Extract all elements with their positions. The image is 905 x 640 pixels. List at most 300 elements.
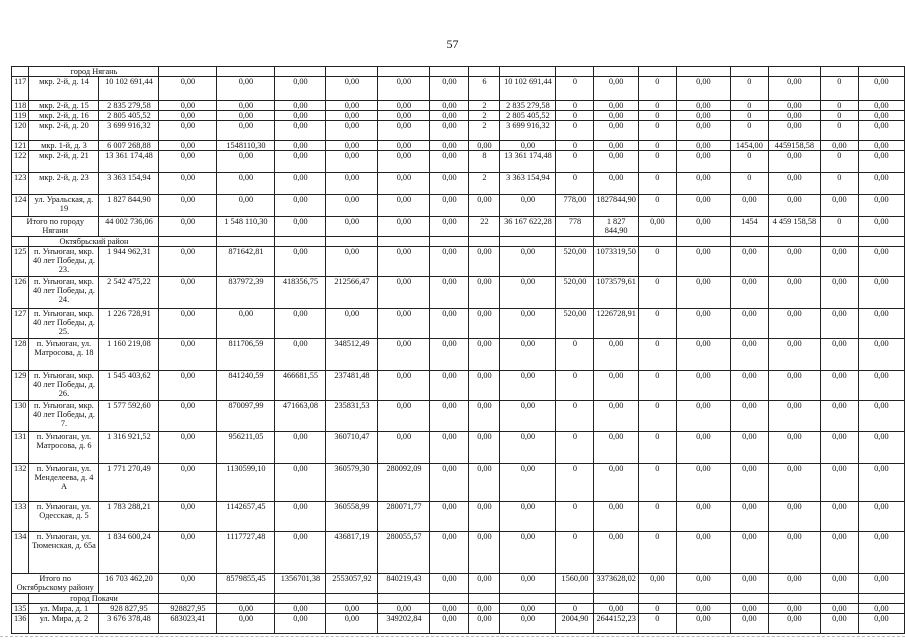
address-cell: п. Унъюган, мкр. 40 лет Победы, д. 23. — [29, 247, 99, 277]
table-cell: 0,00 — [275, 604, 326, 614]
table-cell: 0,00 — [430, 121, 469, 141]
table-cell: 0,00 — [768, 173, 820, 195]
table-cell: 44 002 736,06 — [99, 217, 159, 237]
table-cell: 0,00 — [768, 309, 820, 339]
table-cell: 0,00 — [378, 604, 430, 614]
section-empty-cell — [469, 237, 500, 247]
table-cell: 0,00 — [500, 309, 556, 339]
table-row — [12, 432, 905, 464]
section-header-row — [12, 237, 905, 247]
table-cell: 1130599,10 — [217, 464, 275, 502]
table-cell: 3 699 916,32 — [99, 121, 159, 141]
table-cell: 0,00 — [430, 502, 469, 532]
table-cell: 2 835 279,58 — [99, 101, 159, 111]
row-number: 136 — [12, 614, 29, 634]
table-cell: 0,00 — [858, 195, 904, 217]
section-empty-cell — [217, 237, 275, 247]
table-cell: 0 — [820, 151, 858, 173]
table-cell: 0,00 — [217, 101, 275, 111]
table-cell: 10 102 691,44 — [99, 77, 159, 101]
table-cell: 0 — [820, 111, 858, 121]
section-title: город Покачи — [29, 594, 159, 604]
table-cell: 0,00 — [676, 502, 730, 532]
table-cell: 280071,77 — [378, 502, 430, 532]
table-cell: 2 805 405,52 — [500, 111, 556, 121]
table-row — [12, 371, 905, 401]
address-cell: мкр. 2-й, д. 15 — [29, 101, 99, 111]
table-row — [12, 247, 905, 277]
table-cell: 2 835 279,58 — [500, 101, 556, 111]
table-cell: 0,00 — [730, 432, 768, 464]
table-cell: 0,00 — [326, 195, 378, 217]
table-cell: 0,00 — [820, 339, 858, 371]
table-cell: 0,00 — [326, 151, 378, 173]
table-cell: 280092,09 — [378, 464, 430, 502]
table-cell: 0,00 — [378, 141, 430, 151]
table-cell: 840219,43 — [378, 574, 430, 594]
address-cell: п. Унъюган, ул. Матросова, д. 6 — [29, 432, 99, 464]
table-cell: 0,00 — [378, 111, 430, 121]
section-empty-cell — [12, 594, 29, 604]
table-cell: 0,00 — [326, 604, 378, 614]
table-cell: 1 548 110,30 — [217, 217, 275, 237]
table-cell: 0,00 — [676, 101, 730, 111]
table-cell: 0 — [638, 101, 676, 111]
table-cell: 3 699 916,32 — [500, 121, 556, 141]
table-cell: 0,00 — [275, 247, 326, 277]
row-number: 124 — [12, 195, 29, 217]
table-cell: 0,00 — [676, 309, 730, 339]
table-cell: 0,00 — [500, 195, 556, 217]
table-cell: 0,00 — [768, 532, 820, 574]
address-cell: п. Унъюган, мкр. 40 лет Победы, д. 26. — [29, 371, 99, 401]
address-cell: п. Унъюган, мкр. 40 лет Победы, д. 7. — [29, 401, 99, 432]
table-cell: 466681,55 — [275, 371, 326, 401]
section-empty-cell — [594, 67, 638, 77]
table-cell: 778,00 — [556, 195, 594, 217]
table-cell: 0,00 — [275, 614, 326, 634]
section-empty-cell — [12, 237, 29, 247]
page-bottom-edge — [0, 636, 905, 637]
table-row — [12, 614, 905, 634]
section-empty-cell — [159, 237, 217, 247]
address-cell: п. Унъюган, ул. Менделеева, д. 4 А — [29, 464, 99, 502]
table-cell: 0,00 — [430, 339, 469, 371]
table-cell: 0,00 — [430, 173, 469, 195]
table-cell: 0,00 — [159, 195, 217, 217]
table-cell: 0,00 — [768, 121, 820, 141]
section-empty-cell — [768, 594, 820, 604]
table-cell: 0,00 — [820, 532, 858, 574]
table-cell: 0,00 — [768, 111, 820, 121]
row-number: 135 — [12, 604, 29, 614]
table-cell: 280055,57 — [378, 532, 430, 574]
table-cell: 2 805 405,52 — [99, 111, 159, 121]
table-cell: 0,00 — [768, 502, 820, 532]
table-cell: 1 827 844,90 — [594, 217, 638, 237]
table-cell: 0,00 — [768, 195, 820, 217]
table-cell: 0,00 — [594, 464, 638, 502]
table-row — [12, 401, 905, 432]
table-cell: 0,00 — [430, 151, 469, 173]
table-cell: 0,00 — [159, 371, 217, 401]
section-empty-cell — [217, 67, 275, 77]
table-cell: 0,00 — [217, 614, 275, 634]
table-cell: 0,00 — [676, 247, 730, 277]
table-cell: 2 542 475,22 — [99, 277, 159, 309]
total-row — [12, 574, 905, 594]
table-cell: 0,00 — [500, 401, 556, 432]
table-cell: 0,00 — [594, 121, 638, 141]
table-cell: 0,00 — [430, 77, 469, 101]
table-cell: 1 160 219,08 — [99, 339, 159, 371]
section-empty-cell — [430, 67, 469, 77]
section-empty-cell — [275, 67, 326, 77]
address-cell: мкр. 2-й, д. 21 — [29, 151, 99, 173]
section-empty-cell — [730, 594, 768, 604]
table-cell: 0 — [556, 371, 594, 401]
table-cell: 0,00 — [594, 604, 638, 614]
section-empty-cell — [159, 67, 217, 77]
table-cell: 0 — [556, 604, 594, 614]
table-cell: 0 — [820, 217, 858, 237]
table-cell: 837972,39 — [217, 277, 275, 309]
table-cell: 0,00 — [730, 339, 768, 371]
table-cell: 0,00 — [500, 277, 556, 309]
section-empty-cell — [638, 237, 676, 247]
table-cell: 1 827 844,90 — [99, 195, 159, 217]
table-cell: 0,00 — [858, 604, 904, 614]
table-cell: 0,00 — [430, 309, 469, 339]
table-row — [12, 101, 905, 111]
table-cell: 0,00 — [768, 101, 820, 111]
section-empty-cell — [858, 67, 904, 77]
table-cell: 2 — [469, 121, 500, 141]
table-cell: 0,00 — [594, 339, 638, 371]
row-number: 134 — [12, 532, 29, 574]
table-cell: 0,00 — [378, 339, 430, 371]
table-cell: 0,00 — [217, 77, 275, 101]
table-cell: 0,00 — [275, 432, 326, 464]
row-number: 131 — [12, 432, 29, 464]
table-cell: 0 — [730, 121, 768, 141]
table-cell: 0,00 — [500, 604, 556, 614]
table-cell: 4 459 158,58 — [768, 217, 820, 237]
table-cell: 0,00 — [820, 574, 858, 594]
table-cell: 0,00 — [275, 195, 326, 217]
table-cell: 1 783 288,21 — [99, 502, 159, 532]
table-cell: 0,00 — [378, 277, 430, 309]
table-cell: 0,00 — [275, 101, 326, 111]
table-cell: 0,00 — [430, 141, 469, 151]
table-cell: 1 226 728,91 — [99, 309, 159, 339]
address-cell: мкр. 2-й, д. 16 — [29, 111, 99, 121]
table-cell: 0,00 — [378, 309, 430, 339]
table-cell: 0 — [820, 77, 858, 101]
table-cell: 0,00 — [730, 574, 768, 594]
table-cell: 1117727,48 — [217, 532, 275, 574]
table-cell: 0,00 — [159, 101, 217, 111]
table-cell: 0,00 — [159, 502, 217, 532]
row-number: 119 — [12, 111, 29, 121]
table-cell: 0,00 — [430, 371, 469, 401]
table-cell: 0,00 — [430, 604, 469, 614]
table-cell: 0 — [556, 111, 594, 121]
table-cell: 0,00 — [768, 604, 820, 614]
table-cell: 0,00 — [430, 464, 469, 502]
table-row — [12, 277, 905, 309]
table-cell: 0,00 — [326, 111, 378, 121]
table-cell: 36 167 622,28 — [500, 217, 556, 237]
table-cell: 0,00 — [820, 614, 858, 634]
table-cell: 0,00 — [858, 371, 904, 401]
table-cell: 0,00 — [378, 101, 430, 111]
table-row — [12, 339, 905, 371]
section-empty-cell — [594, 237, 638, 247]
table-cell: 0 — [556, 121, 594, 141]
section-empty-cell — [326, 594, 378, 604]
table-cell: 0,00 — [730, 401, 768, 432]
table-cell: 0,00 — [730, 309, 768, 339]
table-cell: 2 — [469, 101, 500, 111]
table-cell: 0 — [820, 121, 858, 141]
table-cell: 0 — [638, 532, 676, 574]
table-cell: 0,00 — [858, 121, 904, 141]
table-cell: 0,00 — [676, 371, 730, 401]
table-row — [12, 195, 905, 217]
table-cell: 1548110,30 — [217, 141, 275, 151]
table-cell: 1560,00 — [556, 574, 594, 594]
table-cell: 0,00 — [730, 247, 768, 277]
section-empty-cell — [378, 594, 430, 604]
table-cell: 0 — [556, 464, 594, 502]
table-cell: 0,00 — [638, 574, 676, 594]
table-cell: 0,00 — [217, 121, 275, 141]
address-cell: ул. Мира, д. 1 — [29, 604, 99, 614]
table-row — [12, 309, 905, 339]
table-cell: 0,00 — [858, 247, 904, 277]
row-number: 122 — [12, 151, 29, 173]
table-cell: 0,00 — [217, 173, 275, 195]
table-cell: 0,00 — [768, 247, 820, 277]
table-cell: 0 — [820, 101, 858, 111]
table-cell: 0,00 — [275, 77, 326, 101]
table-cell: 0,00 — [159, 432, 217, 464]
section-empty-cell — [730, 237, 768, 247]
table-cell: 0,00 — [275, 309, 326, 339]
table-cell: 0,00 — [378, 173, 430, 195]
table-cell: 0,00 — [469, 371, 500, 401]
table-cell: 1226728,91 — [594, 309, 638, 339]
row-number: 118 — [12, 101, 29, 111]
table-cell: 0,00 — [430, 195, 469, 217]
table-cell: 10 102 691,44 — [500, 77, 556, 101]
section-empty-cell — [556, 237, 594, 247]
table-cell: 0,00 — [730, 614, 768, 634]
section-empty-cell — [430, 594, 469, 604]
table-cell: 0,00 — [159, 173, 217, 195]
section-empty-cell — [556, 67, 594, 77]
table-cell: 0,00 — [676, 604, 730, 614]
table-row — [12, 111, 905, 121]
table-cell: 0 — [556, 432, 594, 464]
table-cell: 212566,47 — [326, 277, 378, 309]
section-empty-cell — [500, 594, 556, 604]
section-empty-cell — [378, 237, 430, 247]
table-cell: 0,00 — [275, 532, 326, 574]
table-cell: 0,00 — [594, 371, 638, 401]
table-cell: 0,00 — [858, 574, 904, 594]
row-number: 121 — [12, 141, 29, 151]
section-empty-cell — [676, 67, 730, 77]
table-cell: 0,00 — [430, 401, 469, 432]
table-cell: 0,00 — [820, 141, 858, 151]
table-cell: 0,00 — [430, 101, 469, 111]
table-cell: 0,00 — [326, 614, 378, 634]
row-number: 133 — [12, 502, 29, 532]
table-row — [12, 532, 905, 574]
table-cell: 0,00 — [430, 532, 469, 574]
row-number: 120 — [12, 121, 29, 141]
table-cell: 0 — [638, 77, 676, 101]
table-row — [12, 464, 905, 502]
table-cell: 0,00 — [430, 111, 469, 121]
table-cell: 6 007 268,88 — [99, 141, 159, 151]
table-cell: 0,00 — [159, 247, 217, 277]
table-cell: 0,00 — [500, 532, 556, 574]
section-empty-cell — [676, 594, 730, 604]
table-cell: 0,00 — [378, 195, 430, 217]
table-cell: 0,00 — [159, 339, 217, 371]
table-cell: 0,00 — [500, 464, 556, 502]
table-cell: 0 — [730, 151, 768, 173]
table-cell: 0,00 — [469, 309, 500, 339]
section-empty-cell — [326, 67, 378, 77]
table-cell: 0,00 — [430, 217, 469, 237]
section-empty-cell — [500, 237, 556, 247]
table-cell: 0,00 — [676, 277, 730, 309]
table-cell: 0,00 — [275, 141, 326, 151]
table-row — [12, 173, 905, 195]
table-cell: 0,00 — [430, 614, 469, 634]
table-cell: 778 — [556, 217, 594, 237]
section-empty-cell — [768, 237, 820, 247]
table-cell: 0,00 — [676, 614, 730, 634]
table-cell: 871642,81 — [217, 247, 275, 277]
table-cell: 0,00 — [500, 141, 556, 151]
table-cell: 0,00 — [676, 464, 730, 502]
section-empty-cell — [12, 67, 29, 77]
table-cell: 0,00 — [768, 371, 820, 401]
table-cell: 0,00 — [326, 217, 378, 237]
table-cell: 0 — [638, 173, 676, 195]
table-cell: 0,00 — [676, 532, 730, 574]
table-cell: 0,00 — [676, 217, 730, 237]
table-cell: 4459158,58 — [768, 141, 820, 151]
table-cell: 0,00 — [676, 151, 730, 173]
row-number: 117 — [12, 77, 29, 101]
row-number: 123 — [12, 173, 29, 195]
table-cell: 0,00 — [768, 614, 820, 634]
table-cell: 0,00 — [326, 141, 378, 151]
section-empty-cell — [275, 237, 326, 247]
table-cell: 0,00 — [430, 247, 469, 277]
section-empty-cell — [469, 594, 500, 604]
table-cell: 0,00 — [500, 339, 556, 371]
table-cell: 0,00 — [469, 574, 500, 594]
address-cell: мкр. 2-й, д. 20 — [29, 121, 99, 141]
table-cell: 870097,99 — [217, 401, 275, 432]
section-empty-cell — [326, 237, 378, 247]
table-cell: 928 827,95 — [99, 604, 159, 614]
row-number: 125 — [12, 247, 29, 277]
table-cell: 0,00 — [768, 574, 820, 594]
section-empty-cell — [378, 67, 430, 77]
address-cell: п. Унъюган, мкр. 40 лет Победы, д. 24. — [29, 277, 99, 309]
section-empty-cell — [469, 67, 500, 77]
row-number: 127 — [12, 309, 29, 339]
section-title: город Нягань — [29, 67, 159, 77]
table-cell: 0 — [638, 401, 676, 432]
address-cell: ул. Уральская, д. 19 — [29, 195, 99, 217]
table-cell: 8579855,45 — [217, 574, 275, 594]
table-cell: 0 — [638, 309, 676, 339]
section-empty-cell — [556, 594, 594, 604]
table-cell: 0,00 — [500, 614, 556, 634]
table-cell: 0,00 — [275, 173, 326, 195]
table-cell: 360710,47 — [326, 432, 378, 464]
table-cell: 436817,19 — [326, 532, 378, 574]
table-cell: 3 676 378,48 — [99, 614, 159, 634]
table-cell: 0,00 — [858, 339, 904, 371]
section-empty-cell — [768, 67, 820, 77]
table-cell: 0,00 — [820, 432, 858, 464]
table-cell: 0,00 — [594, 77, 638, 101]
total-label: Итого по Октябрьскому району — [12, 574, 99, 594]
table-cell: 0,00 — [469, 502, 500, 532]
section-empty-cell — [730, 67, 768, 77]
table-cell: 0,00 — [430, 432, 469, 464]
section-empty-cell — [594, 594, 638, 604]
table-row — [12, 604, 905, 614]
table-cell: 0 — [556, 101, 594, 111]
table-row — [12, 141, 905, 151]
table-cell: 0,00 — [820, 247, 858, 277]
table-cell: 0,00 — [217, 111, 275, 121]
table-cell: 0,00 — [820, 309, 858, 339]
section-empty-cell — [858, 594, 904, 604]
table-cell: 0,00 — [378, 247, 430, 277]
table-cell: 0,00 — [730, 277, 768, 309]
section-empty-cell — [858, 237, 904, 247]
table-cell: 3373628,02 — [594, 574, 638, 594]
table-cell: 0,00 — [159, 401, 217, 432]
table-cell: 0,00 — [820, 604, 858, 614]
table-cell: 0,00 — [768, 432, 820, 464]
table-cell: 0,00 — [594, 432, 638, 464]
section-empty-cell — [217, 594, 275, 604]
table-cell: 0,00 — [676, 77, 730, 101]
table-cell: 0 — [730, 173, 768, 195]
table-cell: 2 — [469, 111, 500, 121]
table-cell: 0 — [556, 339, 594, 371]
table-cell: 0,00 — [159, 277, 217, 309]
table-cell: 0,00 — [768, 277, 820, 309]
section-empty-cell — [676, 237, 730, 247]
table-cell: 16 703 462,20 — [99, 574, 159, 594]
table-cell: 0,00 — [326, 309, 378, 339]
table-cell: 0,00 — [378, 432, 430, 464]
